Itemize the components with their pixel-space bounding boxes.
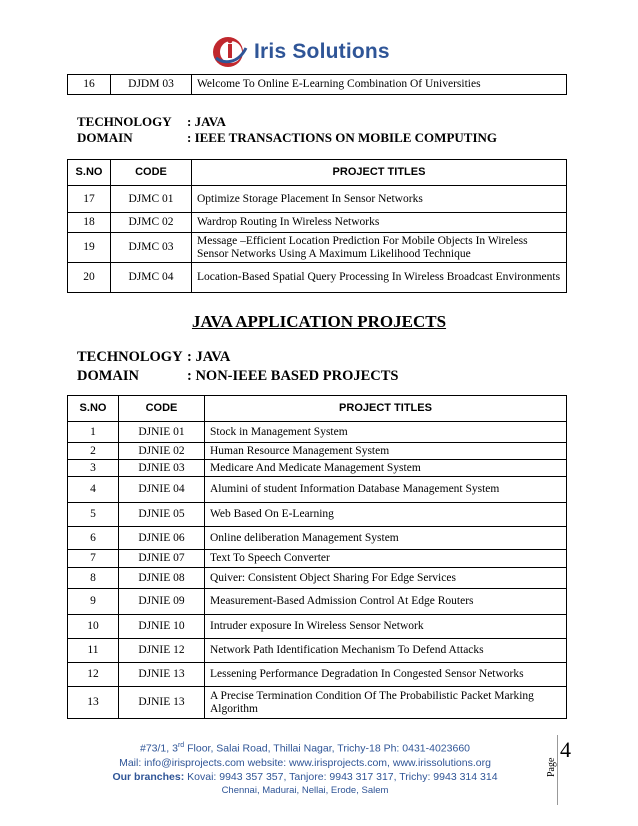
column-header-sno: S.NO (68, 396, 119, 422)
domain-key: DOMAIN (77, 368, 140, 384)
table-row (68, 589, 567, 615)
table-header-row (68, 396, 567, 422)
section-heading: JAVA APPLICATION PROJECTS (191, 312, 447, 331)
table-row (68, 615, 567, 639)
sno-cell: 12 (68, 663, 119, 687)
title-cell: Alumini of student Information Database Management System (205, 477, 567, 503)
non-ieee-projects-table (67, 395, 567, 719)
title-cell: Wardrop Routing In Wireless Networks (192, 213, 567, 233)
code-cell: DJMC 01 (111, 186, 192, 213)
sno-cell: 2 (68, 443, 119, 460)
meta-mobile-computing (77, 114, 497, 146)
title-cell: Web Based On E-Learning (205, 503, 567, 527)
title-cell: Lessening Performance Degradation In Congested Sensor Networks (205, 663, 567, 687)
table-row (68, 477, 567, 503)
footer-branches-text: Kovai: 9943 357 357, Tanjore: 9943 317 317, Trichy: 9943 314 314 (184, 770, 498, 783)
sno-cell: 8 (68, 568, 119, 589)
title-cell: Welcome To Online E-Learning Combination Of Universities (192, 75, 567, 95)
code-cell: DJNIE 07 (119, 550, 205, 568)
brand-logo (210, 34, 390, 70)
column-header-sno: S.NO (68, 160, 111, 186)
sno-cell: 18 (68, 213, 111, 233)
code-cell: DJMC 04 (111, 263, 192, 293)
mobile-computing-table (67, 159, 567, 293)
code-cell: DJNIE 10 (119, 615, 205, 639)
footer-branches-label: Our branches: (112, 770, 185, 783)
code-cell: DJNIE 12 (119, 639, 205, 663)
sno-cell: 16 (68, 75, 111, 95)
table-row (68, 503, 567, 527)
technology-value: : JAVA (187, 349, 231, 365)
page-number-rule (557, 735, 558, 805)
sno-cell: 11 (68, 639, 119, 663)
code-cell: DJNIE 08 (119, 568, 205, 589)
code-cell: DJMC 02 (111, 213, 192, 233)
title-cell: Network Path Identification Mechanism To Defend Attacks (205, 639, 567, 663)
sno-cell: 9 (68, 589, 119, 615)
code-cell: DJNIE 09 (119, 589, 205, 615)
code-cell: DJDM 03 (111, 75, 192, 95)
title-cell: A Precise Termination Condition Of The Probabilistic Packet Marking Algorithm (205, 687, 567, 719)
title-cell: Online deliberation Management System (205, 527, 567, 550)
column-header-code: CODE (111, 160, 192, 186)
table-row (68, 263, 567, 293)
table-row (68, 186, 567, 213)
page-label: Page (546, 757, 557, 777)
title-cell: Stock in Management System (205, 422, 567, 443)
technology-key: TECHNOLOGY (77, 349, 183, 365)
table-row (68, 75, 567, 95)
sno-cell: 4 (68, 477, 119, 503)
code-cell: DJNIE 13 (119, 663, 205, 687)
domain-value: : NON-IEEE BASED PROJECTS (187, 368, 399, 384)
sno-cell: 1 (68, 422, 119, 443)
column-header-code: CODE (119, 396, 205, 422)
title-cell: Human Resource Management System (205, 443, 567, 460)
domain-value: : IEEE TRANSACTIONS ON MOBILE COMPUTING (187, 130, 498, 145)
code-cell: DJNIE 01 (119, 422, 205, 443)
table-row (68, 460, 567, 477)
footer-branches (60, 770, 550, 784)
iris-logo-icon (210, 34, 250, 70)
table-row (68, 527, 567, 550)
title-cell: Location-Based Spatial Query Processing In Wireless Broadcast Environments (192, 263, 567, 293)
code-cell: DJNIE 05 (119, 503, 205, 527)
title-cell: Medicare And Medicate Management System (205, 460, 567, 477)
title-cell: Text To Speech Converter (205, 550, 567, 568)
sno-cell: 17 (68, 186, 111, 213)
sno-cell: 13 (68, 687, 119, 719)
footer-address-text: #73/1, 3 (140, 742, 178, 755)
brand-name: Iris Solutions (254, 40, 390, 63)
table-row (68, 568, 567, 589)
sno-cell: 5 (68, 503, 119, 527)
table-header-row (68, 160, 567, 186)
sno-cell: 20 (68, 263, 111, 293)
footer-address-rest: Floor, Salai Road, Thillai Nagar, Trichy-18 Ph: 0431-4023660 (184, 742, 470, 755)
technology-value: : JAVA (187, 114, 226, 129)
footer-contact: Mail: info@irisprojects.com website: www.irisprojects.com, www.irissolutions.org (119, 756, 491, 769)
table-row (68, 639, 567, 663)
table-row (68, 443, 567, 460)
continued-projects-table (67, 74, 567, 95)
table-row (68, 422, 567, 443)
footer-address-sup: rd (177, 742, 185, 749)
page-footer (60, 739, 550, 798)
table-row (68, 213, 567, 233)
code-cell: DJNIE 02 (119, 443, 205, 460)
title-cell: Message –Efficient Location Prediction For Mobile Objects In Wireless Sensor Networks Using A Maximum Likelihood Technique (192, 233, 567, 263)
title-cell: Intruder exposure In Wireless Sensor Network (205, 615, 567, 639)
title-cell: Measurement-Based Admission Control At Edge Routers (205, 589, 567, 615)
table-row (68, 687, 567, 719)
meta-non-ieee (77, 348, 399, 386)
code-cell: DJNIE 03 (119, 460, 205, 477)
sno-cell: 10 (68, 615, 119, 639)
table-row (68, 233, 567, 263)
footer-address (60, 739, 550, 756)
title-cell: Optimize Storage Placement In Sensor Networks (192, 186, 567, 213)
code-cell: DJNIE 13 (119, 687, 205, 719)
sno-cell: 7 (68, 550, 119, 568)
code-cell: DJNIE 04 (119, 477, 205, 503)
table-row (68, 663, 567, 687)
code-cell: DJNIE 06 (119, 527, 205, 550)
sno-cell: 19 (68, 233, 111, 263)
column-header-title: PROJECT TITLES (205, 396, 567, 422)
sno-cell: 6 (68, 527, 119, 550)
sno-cell: 3 (68, 460, 119, 477)
domain-key: DOMAIN (77, 130, 133, 145)
column-header-title: PROJECT TITLES (192, 160, 567, 186)
table-row (68, 550, 567, 568)
page-number: 4 (560, 737, 571, 762)
code-cell: DJMC 03 (111, 233, 192, 263)
title-cell: Quiver: Consistent Object Sharing For Edge Services (205, 568, 567, 589)
footer-cities: Chennai, Madurai, Nellai, Erode, Salem (221, 784, 389, 796)
technology-key: TECHNOLOGY (77, 114, 172, 129)
